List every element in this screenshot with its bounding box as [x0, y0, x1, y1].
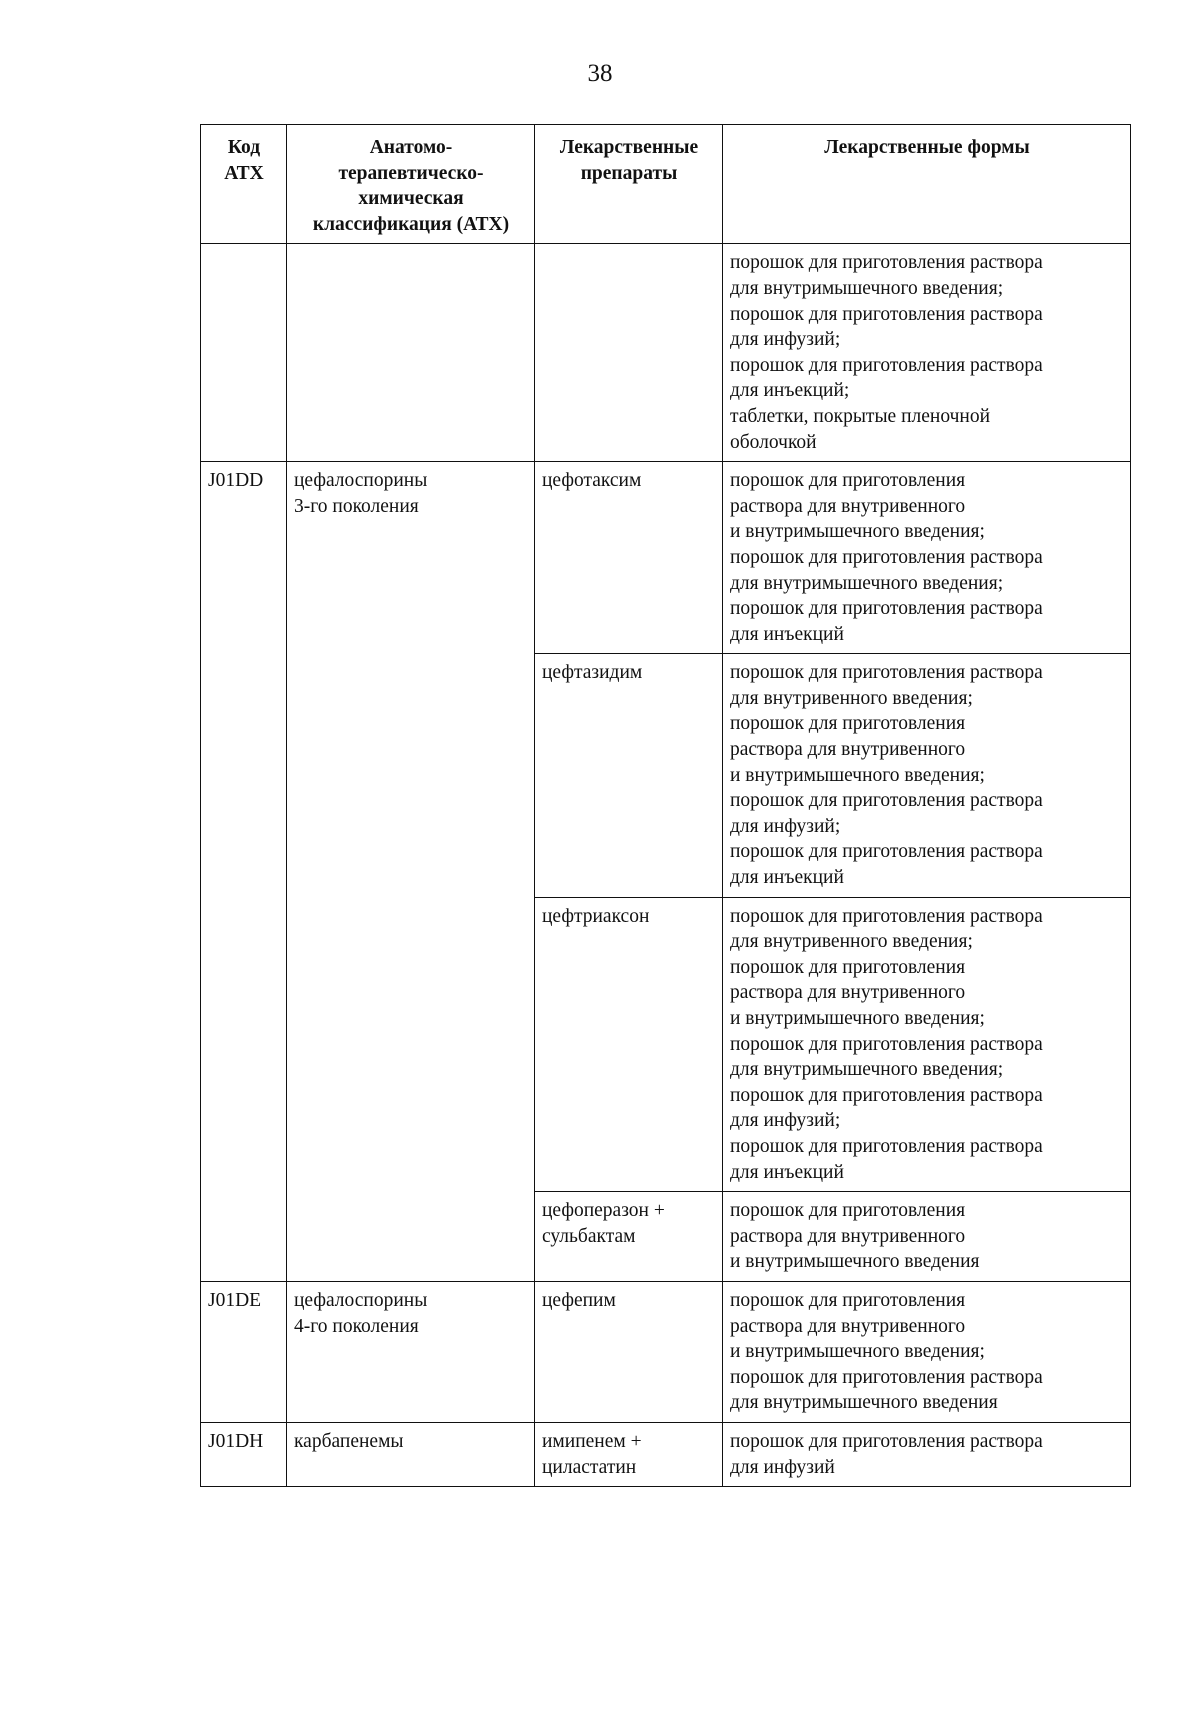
dosage-form-line: для инфузий; — [730, 1110, 841, 1132]
dosage-form-line: для инъекций — [730, 623, 844, 645]
dosage-form-line: раствора для внутривенного — [730, 495, 966, 517]
drug-line: цефепим — [542, 1289, 616, 1311]
table-row — [201, 1422, 1131, 1486]
dosage-form-line: для внутривенного введения; — [730, 687, 973, 709]
dosage-form-line: таблетки, покрытые пленочной — [730, 405, 991, 427]
dosage-forms-cell — [723, 1281, 1131, 1422]
atc-code-cell: J01DH — [201, 1422, 287, 1486]
dosage-form-line: для инфузий; — [730, 329, 841, 351]
classification-cell — [287, 1422, 535, 1486]
dosage-forms-cell — [723, 244, 1131, 462]
atc-code-cell: J01DE — [201, 1281, 287, 1422]
classification-cell — [287, 462, 535, 1282]
header-classification: Анатомо- терапевтическо- химическая классификация (АТХ) — [287, 125, 535, 244]
dosage-form-line: порошок для приготовления раствора — [730, 905, 1043, 927]
dosage-form-line: порошок для приготовления — [730, 1289, 966, 1311]
dosage-form-line: порошок для приготовления — [730, 956, 966, 978]
table-row — [201, 462, 1131, 654]
atc-code-cell: J01DD — [201, 462, 287, 1282]
dosage-form-line: оболочкой — [730, 431, 817, 453]
dosage-form-line: порошок для приготовления раствора — [730, 790, 1043, 812]
dosage-form-line: и внутримышечного введения; — [730, 521, 985, 543]
drug-cell — [535, 1281, 723, 1422]
dosage-form-line: и внутримышечного введения; — [730, 764, 985, 786]
table-row — [201, 244, 1131, 462]
table-row — [201, 1281, 1131, 1422]
dosage-form-line: для инъекций; — [730, 380, 850, 402]
dosage-form-line: порошок для приготовления — [730, 470, 966, 492]
page-number: 38 — [587, 60, 613, 87]
header-code: Код АТХ — [201, 125, 287, 244]
header-drugs: Лекарственные препараты — [535, 125, 723, 244]
dosage-form-line: для внутривенного введения; — [730, 931, 973, 953]
drug-classification-table — [200, 124, 1131, 1487]
drug-line: цефтазидим — [542, 662, 643, 684]
dosage-form-line: порошок для приготовления — [730, 1200, 966, 1222]
dosage-form-line: и внутримышечного введения; — [730, 1008, 985, 1029]
drug-cell — [535, 462, 723, 654]
dosage-forms-cell — [723, 897, 1131, 1192]
drug-line: сульбактам — [542, 1225, 636, 1247]
dosage-form-line: раствора для внутривенного — [730, 982, 966, 1004]
classification-line: 4-го поколения — [294, 1315, 419, 1337]
dosage-form-line: для инъекций — [730, 867, 844, 889]
header-forms: Лекарственные формы — [723, 125, 1131, 244]
dosage-forms-cell — [723, 1422, 1131, 1486]
drug-cell — [535, 1192, 723, 1282]
dosage-form-line: порошок для приготовления раствора — [730, 598, 1043, 620]
drug-line: циластатин — [542, 1456, 637, 1478]
dosage-form-line: для инфузий; — [730, 815, 841, 837]
dosage-form-line: для внутримышечного введения; — [730, 1059, 1004, 1081]
dosage-form-line: раствора для внутривенного — [730, 1225, 966, 1247]
dosage-form-line: раствора для внутривенного — [730, 1315, 966, 1337]
drug-line: имипенем + — [542, 1430, 642, 1452]
classification-line: 3-го поколения — [294, 495, 419, 517]
classification-line: карбапенемы — [294, 1430, 404, 1452]
dosage-form-line: для внутримышечного введения — [730, 1392, 998, 1414]
drug-cell — [535, 244, 723, 462]
drug-line: цефоперазон + — [542, 1200, 665, 1222]
dosage-form-line: порошок для приготовления раствора — [730, 1366, 1043, 1388]
table-body — [201, 244, 1131, 1487]
dosage-form-line: порошок для приготовления раствора — [730, 1033, 1043, 1055]
dosage-form-line: порошок для приготовления — [730, 713, 966, 735]
table-header-row — [201, 125, 1131, 244]
dosage-forms-cell — [723, 462, 1131, 654]
drug-cell — [535, 654, 723, 897]
dosage-form-line: раствора для внутривенного — [730, 739, 966, 761]
dosage-form-line: порошок для приготовления раствора — [730, 841, 1043, 863]
dosage-form-line: для инъекций — [730, 1161, 844, 1183]
dosage-form-line: для внутримышечного введения; — [730, 277, 1004, 299]
drug-cell — [535, 897, 723, 1192]
dosage-form-line: порошок для приготовления раствора — [730, 303, 1043, 325]
dosage-form-line: порошок для приготовления раствора — [730, 252, 1043, 274]
atc-code-cell — [201, 244, 287, 462]
dosage-forms-cell — [723, 1192, 1131, 1282]
classification-line: цефалоспорины — [294, 470, 428, 492]
classification-cell — [287, 244, 535, 462]
dosage-form-line: порошок для приготовления раствора — [730, 662, 1043, 684]
drug-cell — [535, 1422, 723, 1486]
dosage-form-line: порошок для приготовления раствора — [730, 1430, 1043, 1452]
dosage-form-line: для внутримышечного введения; — [730, 572, 1004, 594]
dosage-form-line: для инфузий — [730, 1456, 835, 1478]
dosage-form-line: и внутримышечного введения — [730, 1251, 980, 1273]
classification-line: цефалоспорины — [294, 1289, 428, 1311]
drug-line: цефотаксим — [542, 470, 642, 492]
dosage-form-line: порошок для приготовления раствора — [730, 546, 1043, 568]
dosage-form-line: порошок для приготовления раствора — [730, 1084, 1043, 1106]
dosage-form-line: и внутримышечного введения; — [730, 1341, 985, 1363]
dosage-form-line: порошок для приготовления раствора — [730, 1135, 1043, 1157]
drug-line: цефтриаксон — [542, 905, 650, 927]
dosage-forms-cell — [723, 654, 1131, 897]
classification-cell — [287, 1281, 535, 1422]
dosage-form-line: порошок для приготовления раствора — [730, 354, 1043, 376]
